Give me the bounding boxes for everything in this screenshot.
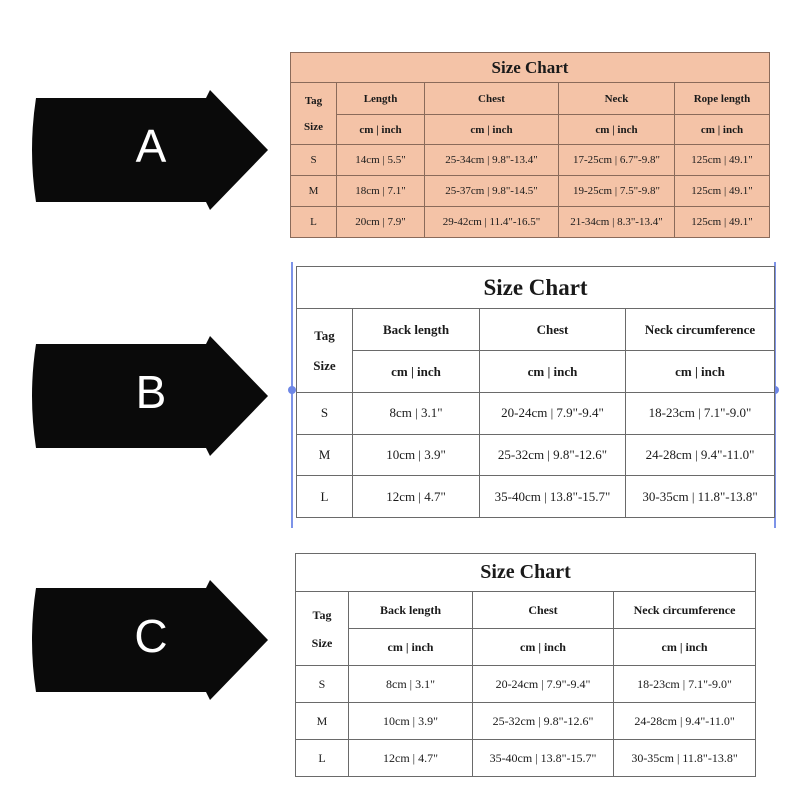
table-cell: 20-24cm | 7.9"-9.4" [473,666,614,703]
unit-header: cm | inch [473,629,614,666]
table-cell: 30-35cm | 11.8"-13.8" [626,476,775,518]
table-row [297,393,775,435]
table-cell: 24-28cm | 9.4"-11.0" [614,703,756,740]
arrow-label: B [135,366,167,418]
table-cell: 18cm | 7.1" [337,176,425,207]
table-cell: 35-40cm | 13.8"-15.7" [473,740,614,777]
table-cell: 30-35cm | 11.8"-13.8" [614,740,756,777]
size-table [290,52,770,238]
table-cell: 20cm | 7.9" [337,207,425,238]
size-label: Size [304,120,323,133]
table-cell: 17-25cm | 6.7"-9.8" [559,145,675,176]
size-table [295,553,756,777]
size-chart-b [296,266,774,518]
table-cell: 29-42cm | 11.4"-16.5" [425,207,559,238]
unit-header: cm | inch [425,115,559,145]
table-row [296,666,756,703]
table-cell: 21-34cm | 8.3"-13.4" [559,207,675,238]
column-header: Chest [425,83,559,115]
table-row [296,703,756,740]
size-cell: S [296,666,349,703]
column-header: Chest [480,309,626,351]
arrow-label: A [135,120,167,172]
table-row [296,740,756,777]
size-cell: M [291,176,337,207]
table-cell: 24-28cm | 9.4"-11.0" [626,434,775,476]
unit-header: cm | inch [675,115,770,145]
size-cell: L [297,476,353,518]
unit-header: cm | inch [614,629,756,666]
column-header: Neck [559,83,675,115]
size-cell: S [291,145,337,176]
table-cell: 19-25cm | 7.5"-9.8" [559,176,675,207]
column-header: Neck circumference [626,309,775,351]
column-header: Back length [353,309,480,351]
table-cell: 125cm | 49.1" [675,176,770,207]
column-header: Back length [349,592,473,629]
size-label: Size [311,635,333,650]
table-cell: 10cm | 3.9" [349,703,473,740]
table-cell: 20-24cm | 7.9"-9.4" [480,393,626,435]
arrow-a-icon [28,90,273,210]
chart-title: Size Chart [296,554,756,592]
size-cell: L [296,740,349,777]
table-cell: 25-34cm | 9.8"-13.4" [425,145,559,176]
table-row [297,434,775,476]
size-label: Size [313,357,336,373]
unit-header: cm | inch [337,115,425,145]
unit-header: cm | inch [480,351,626,393]
selection-edge-left[interactable] [291,262,293,528]
chart-title: Size Chart [297,267,775,309]
table-row [291,207,770,238]
table-row [297,476,775,518]
table-cell: 12cm | 4.7" [353,476,480,518]
table-row [291,176,770,207]
arrow-c-icon [28,580,273,700]
table-cell: 25-32cm | 9.8"-12.6" [473,703,614,740]
size-cell: L [291,207,337,238]
table-cell: 12cm | 4.7" [349,740,473,777]
tag-size-header [291,83,337,145]
table-cell: 14cm | 5.5" [337,145,425,176]
table-row [291,145,770,176]
table-cell: 25-32cm | 9.8"-12.6" [480,434,626,476]
size-chart-a [290,52,769,238]
size-cell: M [297,434,353,476]
selection-handle-left[interactable] [288,386,296,394]
unit-header: cm | inch [349,629,473,666]
arrow-b-icon [28,336,273,456]
arrow-label: C [134,610,168,662]
size-cell: S [297,393,353,435]
column-header: Length [337,83,425,115]
tag-label: Tag [304,94,323,107]
tag-label: Tag [314,327,335,343]
tag-size-header [297,309,353,393]
table-cell: 18-23cm | 7.1"-9.0" [614,666,756,703]
table-cell: 10cm | 3.9" [353,434,480,476]
unit-header: cm | inch [559,115,675,145]
size-table [296,266,775,518]
chart-title: Size Chart [291,53,770,83]
tag-size-header [296,592,349,666]
table-cell: 125cm | 49.1" [675,145,770,176]
table-cell: 8cm | 3.1" [349,666,473,703]
table-cell: 8cm | 3.1" [353,393,480,435]
table-cell: 18-23cm | 7.1"-9.0" [626,393,775,435]
table-cell: 35-40cm | 13.8"-15.7" [480,476,626,518]
table-cell: 25-37cm | 9.8"-14.5" [425,176,559,207]
size-chart-c [295,553,755,777]
unit-header: cm | inch [626,351,775,393]
unit-header: cm | inch [353,351,480,393]
tag-label: Tag [312,607,332,622]
column-header: Rope length [675,83,770,115]
size-cell: M [296,703,349,740]
table-cell: 125cm | 49.1" [675,207,770,238]
column-header: Neck circumference [614,592,756,629]
column-header: Chest [473,592,614,629]
